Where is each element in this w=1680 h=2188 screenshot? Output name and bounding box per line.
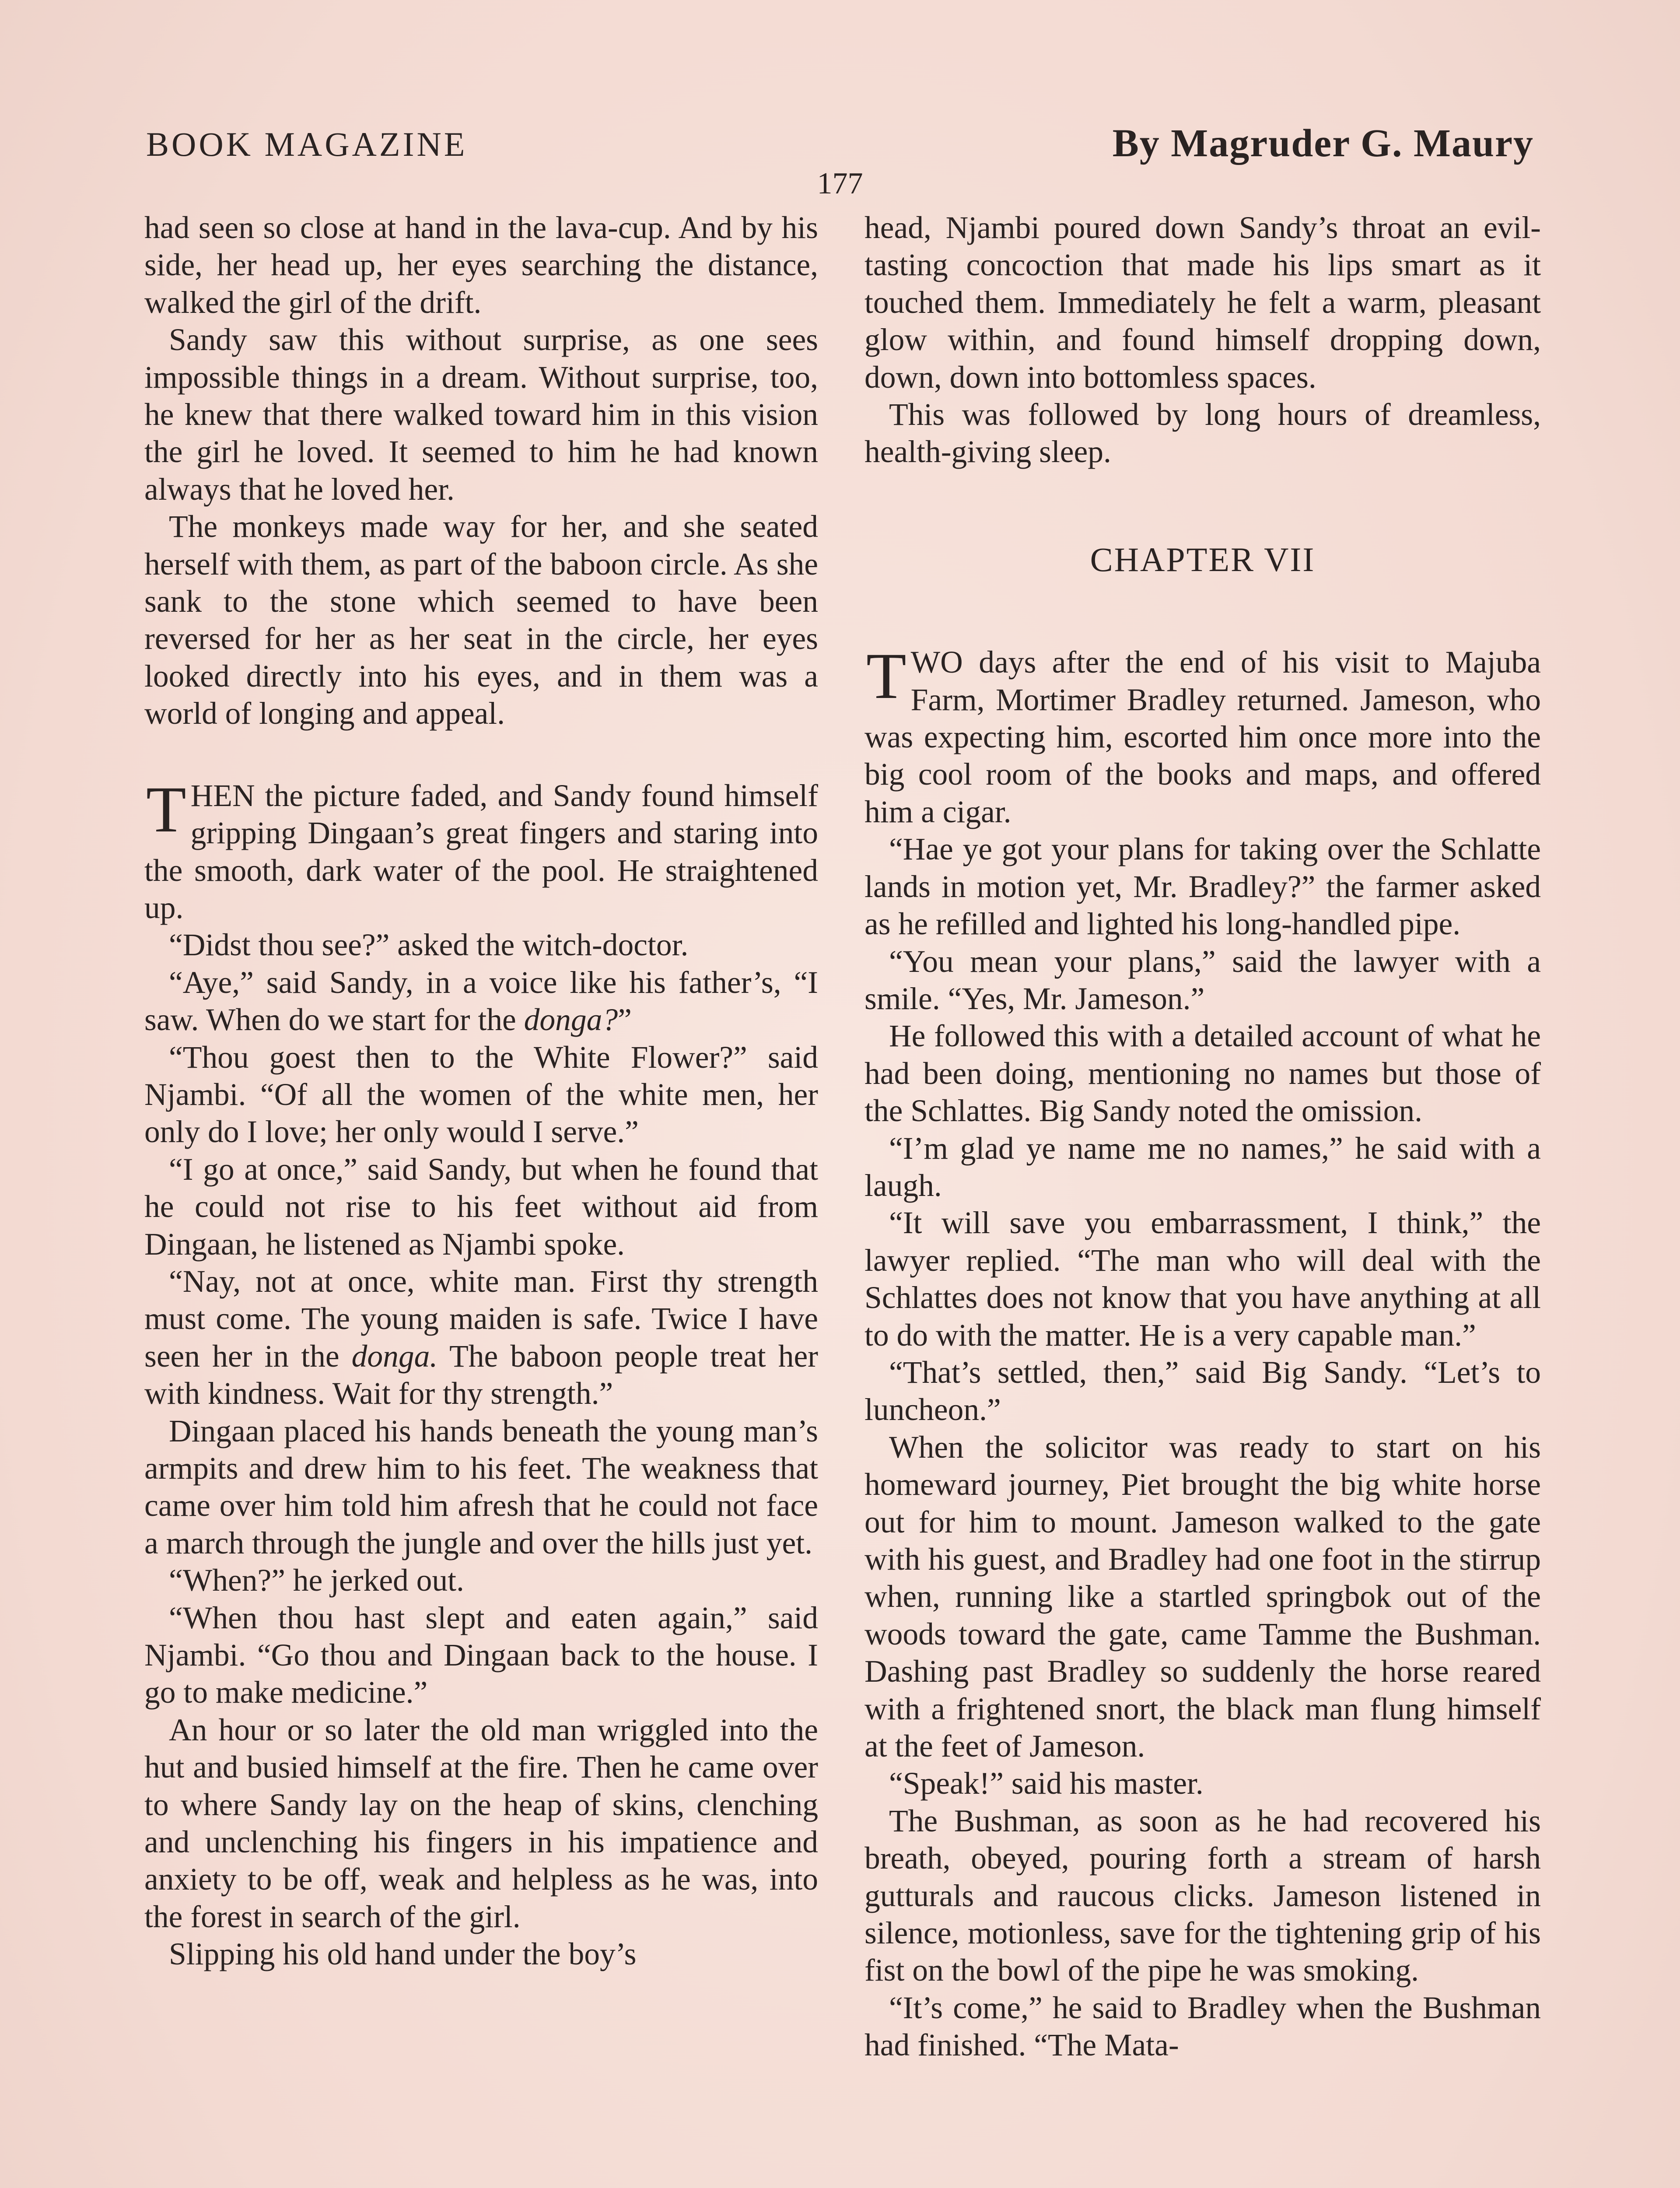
paragraph: had seen so close at hand in the lava-cup. And by his side, her head up, her eyes searching the distance, walked the girl of the drift. [144, 210, 818, 320]
paragraph: “It’s come,” he said to Bradley when the Bushman had finished. “The Mata- [864, 1990, 1541, 2063]
italic-word: donga? [524, 1003, 618, 1038]
paragraph: “Didst thou see?” asked the witch-doctor. [169, 928, 689, 963]
paragraph: “I go at once,” said Sandy, but when he found that he could not rise to his feet without aid from Dingaan, he listened as Njambi spoke. [144, 1152, 818, 1262]
drop-cap: T [146, 773, 186, 846]
chapter-heading: CHAPTER VII [1090, 540, 1316, 579]
italic-word: donga. [351, 1339, 438, 1374]
paragraph: “When?” he jerked out. [169, 1563, 464, 1598]
paragraph: “Speak!” said his master. [889, 1766, 1204, 1801]
paragraph: Sandy saw this without surprise, as one sees impossible things in a dream. Without surprise, too, he knew that there walked toward him in this vision the girl he loved. It seemed to him he had known always that he loved her. [144, 323, 818, 507]
paragraph-text: “Nay, not at once, white man. First thy strength must come. The young maiden is safe. Twice I have seen her in the [144, 1264, 818, 1374]
running-head-magazine: BOOK MAGAZINE [146, 125, 468, 163]
paragraph: An hour or so later the old man wriggled into the hut and busied himself at the fire. Then he came over to where Sandy lay on the heap of skins, clenching and unclenching his fingers in his impatience and anxiety to be off, weak and helpless as he was, into the forest in search of the girl. [144, 1712, 818, 1934]
paragraph: When the solicitor was ready to start on his homeward journey, Piet brought the big white horse out for him to mount. Jameson walked to the gate with his guest, and Bradley had one foot in the stirrup when, running like a startled springbok out of the woods toward the gate, came Tamme the Bushman. Dashing past Bradley so suddenly the horse reared with a frightened snort, the black man flung himself at the feet of Jameson. [864, 1430, 1541, 1764]
paragraph: “When thou hast slept and eaten again,” said Njambi. “Go thou and Dingaan back to the house. I go to make medicine.” [144, 1600, 818, 1710]
paragraph [144, 1263, 818, 1413]
paragraph: “Thou goest then to the White Flower?” said Njambi. “Of all the women of the white men, her only do I love; her only would I serve.” [144, 1040, 818, 1150]
paragraph: The monkeys made way for her, and she seated herself with them, as part of the baboon circle. As she sank to the stone which seemed to have been reversed for her as her seat in the circle, her eyes looked directly into his eyes, and in them was a world of longing and appeal. [144, 509, 818, 731]
paragraph: “You mean your plans,” said the lawyer with a smile. “Yes, Mr. Jameson.” [864, 944, 1541, 1016]
paragraph: “That’s settled, then,” said Big Sandy. “Let’s to luncheon.” [864, 1355, 1541, 1427]
paragraph: This was followed by long hours of dreamless, health-giving sleep. [864, 397, 1541, 470]
paragraph: “It will save you embarrassment, I think,” the lawyer replied. “The man who will deal with the Schlattes does not know that you have anything at all to do with the matter. He is a very capable man.” [864, 1206, 1541, 1353]
paragraph: The Bushman, as soon as he had recovered his breath, obeyed, pouring forth a stream of harsh gutturals and raucous clicks. Jameson listened in silence, motionless, save for the tightening grip of his fist on the bowl of the pipe he was smoking. [864, 1803, 1541, 1988]
paragraph: “I’m glad ye name me no names,” he said with a laugh. [864, 1131, 1541, 1203]
right-column [864, 209, 1541, 2064]
paragraph-dropcap [144, 773, 818, 927]
paragraph-text: HEN the picture faded, and Sandy found himself gripping Dingaan’s great fingers and staring into the smooth, dark water of the pool. He straightened up. [144, 778, 818, 925]
paragraph: He followed this with a detailed account of what he had been doing, mentioning no names but those of the Schlattes. Big Sandy noted the omission. [864, 1019, 1541, 1129]
paragraph-dropcap [864, 640, 1541, 831]
paragraph: head, Njambi poured down Sandy’s throat an evil-tasting concoction that made his lips smart as it touched them. Immediately he felt a warm, pleasant glow within, and found himself dropping down, down, down into bottomless spaces. [864, 210, 1541, 395]
left-column [144, 209, 818, 1973]
paragraph: Slipping his old hand under the boy’s [169, 1937, 637, 1972]
paragraph-text: “Aye,” said Sandy, in a voice like his father’s, “I saw. When do we start for the [144, 965, 818, 1038]
section-break [144, 733, 818, 777]
page-number: 177 [817, 167, 863, 200]
paragraph-text: The baboon people treat her with kindness. Wait for thy strength.” [144, 1339, 818, 1411]
paragraph [144, 964, 818, 1039]
drop-cap: T [866, 640, 906, 713]
paragraph-text: ” [618, 1003, 632, 1038]
running-head-author: By Magruder G. Maury [1112, 122, 1534, 165]
paragraph: Dingaan placed his hands beneath the young man’s armpits and drew him to his feet. The weakness that came over him told him afresh that he could not face a march through the jungle and over the hills just yet. [144, 1413, 818, 1560]
paragraph-text: WO days after the end of his visit to Majuba Farm, Mortimer Bradley returned. Jameson, who was expecting him, escorted him once more into the big cool room of the books and maps, and offered him a cigar. [864, 645, 1541, 829]
paragraph: “Hae ye got your plans for taking over the Schlatte lands in motion yet, Mr. Bradley?” the farmer asked as he refilled and lighted his long-handled pipe. [864, 832, 1541, 942]
